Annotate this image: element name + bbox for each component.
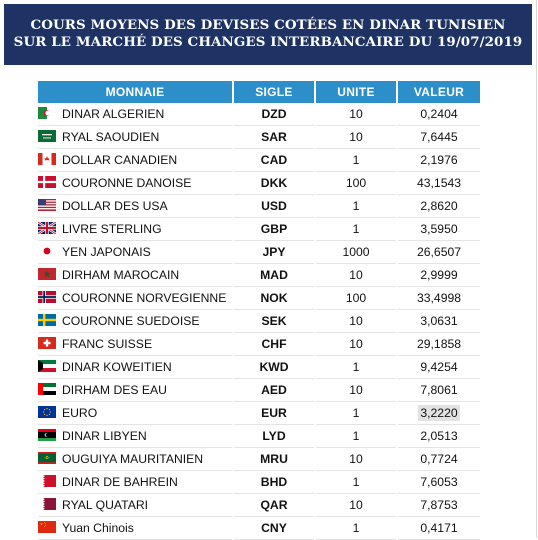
currency-unit: 1: [316, 149, 396, 172]
exchange-rates-table: [36, 81, 482, 540]
currency-value: 7,6445: [420, 130, 458, 144]
libya-flag-icon: [38, 429, 56, 441]
currency-value: 3,0631: [420, 314, 458, 328]
table-row: [38, 264, 480, 287]
column-header-monnaie: MONNAIE: [38, 81, 232, 103]
currency-cell: [38, 517, 232, 540]
currency-code: QAR: [234, 494, 314, 517]
currency-code: BHD: [234, 471, 314, 494]
currency-cell: [38, 402, 232, 425]
page-title-banner: [4, 4, 532, 65]
saudi-arabia-flag-icon: [38, 130, 56, 142]
currency-name: DINAR KOWEITIEN: [62, 360, 172, 374]
currency-name: DOLLAR CANADIEN: [62, 153, 178, 167]
currency-cell: [38, 264, 232, 287]
column-header-valeur: VALEUR: [398, 81, 480, 103]
currency-value: 2,0513: [420, 429, 458, 443]
currency-name: Yuan Chinois: [62, 521, 134, 535]
table-row: [38, 172, 480, 195]
table-row: [38, 402, 480, 425]
column-header-unite: UNITE: [316, 81, 396, 103]
table-row: [38, 517, 480, 540]
currency-value: 43,1543: [416, 176, 462, 190]
currency-unit: 1000: [316, 241, 396, 264]
table-row: [38, 448, 480, 471]
table-row: [38, 287, 480, 310]
currency-cell: [38, 149, 232, 172]
currency-value-cell: [398, 448, 480, 471]
currency-value-cell: [398, 379, 480, 402]
currency-value-cell: [398, 264, 480, 287]
currency-code: CHF: [234, 333, 314, 356]
sweden-flag-icon: [38, 314, 56, 326]
bahrain-flag-icon: [38, 475, 56, 487]
currency-cell: [38, 126, 232, 149]
currency-cell: [38, 172, 232, 195]
currency-value-cell: [398, 494, 480, 517]
currency-code: USD: [234, 195, 314, 218]
currency-code: DZD: [234, 103, 314, 126]
currency-name: COURONNE NORVEGIENNE: [62, 291, 227, 305]
currency-value-cell: [398, 149, 480, 172]
currency-name: COURONNE DANOISE: [62, 176, 192, 190]
currency-code: MAD: [234, 264, 314, 287]
currency-name: DINAR ALGERIEN: [62, 107, 165, 121]
currency-name: COURONNE SUEDOISE: [62, 314, 200, 328]
currency-name: YEN JAPONAIS: [62, 245, 151, 259]
cropped-footer-fragment: [440, 530, 520, 538]
currency-cell: [38, 310, 232, 333]
currency-value-cell: [398, 218, 480, 241]
algeria-flag-icon: [38, 107, 56, 119]
currency-name: EURO: [62, 406, 98, 420]
currency-value-cell: [398, 471, 480, 494]
currency-name: OUGUIYA MAURITANIEN: [62, 452, 204, 466]
column-header-sigle: SIGLE: [234, 81, 314, 103]
currency-value-cell: [398, 195, 480, 218]
currency-unit: 1: [316, 218, 396, 241]
currency-cell: [38, 356, 232, 379]
currency-value-cell: [398, 172, 480, 195]
currency-code: CAD: [234, 149, 314, 172]
currency-unit: 1: [316, 425, 396, 448]
currency-value-cell: [398, 241, 480, 264]
currency-name: DIRHAM MAROCAIN: [62, 268, 180, 282]
currency-cell: [38, 103, 232, 126]
mauritania-flag-icon: [38, 452, 56, 464]
uk-flag-icon: [38, 222, 56, 234]
japan-flag-icon: [38, 245, 56, 257]
table-row: [38, 310, 480, 333]
page-edge-rule: [536, 0, 537, 538]
table-row: [38, 241, 480, 264]
currency-value: 9,4254: [420, 360, 458, 374]
currency-cell: [38, 241, 232, 264]
currency-code: EUR: [234, 402, 314, 425]
uae-flag-icon: [38, 383, 56, 395]
currency-value-cell: [398, 425, 480, 448]
eu-flag-icon: [38, 406, 56, 418]
currency-unit: 1: [316, 195, 396, 218]
switzerland-flag-icon: [38, 337, 56, 349]
currency-value-cell: [398, 287, 480, 310]
currency-unit: 10: [316, 494, 396, 517]
currency-cell: [38, 333, 232, 356]
table-row: [38, 333, 480, 356]
currency-unit: 10: [316, 379, 396, 402]
currency-code: LYD: [234, 425, 314, 448]
currency-unit: 100: [316, 287, 396, 310]
currency-name: FRANC SUISSE: [62, 337, 153, 351]
currency-name: DINAR LIBYEN: [62, 429, 147, 443]
currency-name: RYAL SAOUDIEN: [62, 130, 160, 144]
currency-value-cell: [398, 333, 480, 356]
currency-cell: [38, 379, 232, 402]
currency-value-cell: [398, 402, 480, 425]
currency-value: 3,5950: [420, 222, 458, 236]
currency-unit: 10: [316, 448, 396, 471]
currency-value: 2,1976: [420, 153, 458, 167]
currency-value: 29,1858: [416, 337, 462, 351]
kuwait-flag-icon: [38, 360, 56, 372]
currency-cell: [38, 425, 232, 448]
currency-cell: [38, 195, 232, 218]
currency-unit: 1: [316, 402, 396, 425]
currency-code: MRU: [234, 448, 314, 471]
currency-value: 2,9999: [420, 268, 458, 282]
table-row: [38, 379, 480, 402]
currency-value: 3,2220: [420, 406, 458, 420]
currency-value-cell: [398, 126, 480, 149]
currency-unit: 1: [316, 471, 396, 494]
currency-value: 7,8061: [420, 383, 458, 397]
currency-code: NOK: [234, 287, 314, 310]
currency-cell: [38, 218, 232, 241]
currency-name: DIRHAM DES EAU: [62, 383, 167, 397]
currency-unit: 1: [316, 517, 396, 540]
currency-code: DKK: [234, 172, 314, 195]
currency-value: 7,8753: [420, 498, 458, 512]
currency-unit: 10: [316, 264, 396, 287]
currency-name: DINAR DE BAHREIN: [62, 475, 178, 489]
currency-code: JPY: [234, 241, 314, 264]
currency-unit: 10: [316, 333, 396, 356]
currency-unit: 10: [316, 310, 396, 333]
denmark-flag-icon: [38, 176, 56, 188]
table-row: [38, 494, 480, 517]
currency-value: 26,6507: [416, 245, 462, 259]
currency-value-cell: [398, 103, 480, 126]
currency-value: 7,6053: [420, 475, 458, 489]
qatar-flag-icon: [38, 498, 56, 510]
currency-code: SAR: [234, 126, 314, 149]
currency-name: RYAL QUATARI: [62, 498, 149, 512]
currency-cell: [38, 287, 232, 310]
currency-cell: [38, 448, 232, 471]
currency-unit: 10: [316, 103, 396, 126]
currency-code: SEK: [234, 310, 314, 333]
canada-flag-icon: [38, 153, 56, 165]
currency-code: CNY: [234, 517, 314, 540]
currency-value: 2,8620: [420, 199, 458, 213]
norway-flag-icon: [38, 291, 56, 303]
table-row: [38, 425, 480, 448]
currency-code: KWD: [234, 356, 314, 379]
china-flag-icon: [38, 521, 56, 533]
currency-unit: 100: [316, 172, 396, 195]
currency-value: 0,7724: [420, 452, 458, 466]
title-line-2: SUR LE MARCHÉ DES CHANGES INTERBANCAIRE DU 19/07/2019: [13, 34, 523, 50]
currency-value: 33,4998: [416, 291, 462, 305]
table-row: [38, 356, 480, 379]
currency-value-cell: [398, 356, 480, 379]
usa-flag-icon: [38, 199, 56, 211]
currency-cell: [38, 471, 232, 494]
currency-unit: 1: [316, 356, 396, 379]
currency-value: 0,4171: [420, 521, 458, 535]
morocco-flag-icon: [38, 268, 56, 280]
table-row: [38, 471, 480, 494]
table-row: [38, 103, 480, 126]
currency-code: AED: [234, 379, 314, 402]
table-row: [38, 149, 480, 172]
currency-value: 0,2404: [420, 107, 458, 121]
table-row: [38, 126, 480, 149]
table-row: [38, 195, 480, 218]
currency-code: GBP: [234, 218, 314, 241]
currency-unit: 10: [316, 126, 396, 149]
title-line-1: COURS MOYENS DES DEVISES COTÉES EN DINAR TUNISIEN: [30, 17, 506, 33]
currency-name: LIVRE STERLING: [62, 222, 162, 236]
currency-value-cell: [398, 310, 480, 333]
table-row: [38, 218, 480, 241]
currency-cell: [38, 494, 232, 517]
currency-name: DOLLAR DES USA: [62, 199, 168, 213]
table-header-row: [38, 81, 480, 103]
